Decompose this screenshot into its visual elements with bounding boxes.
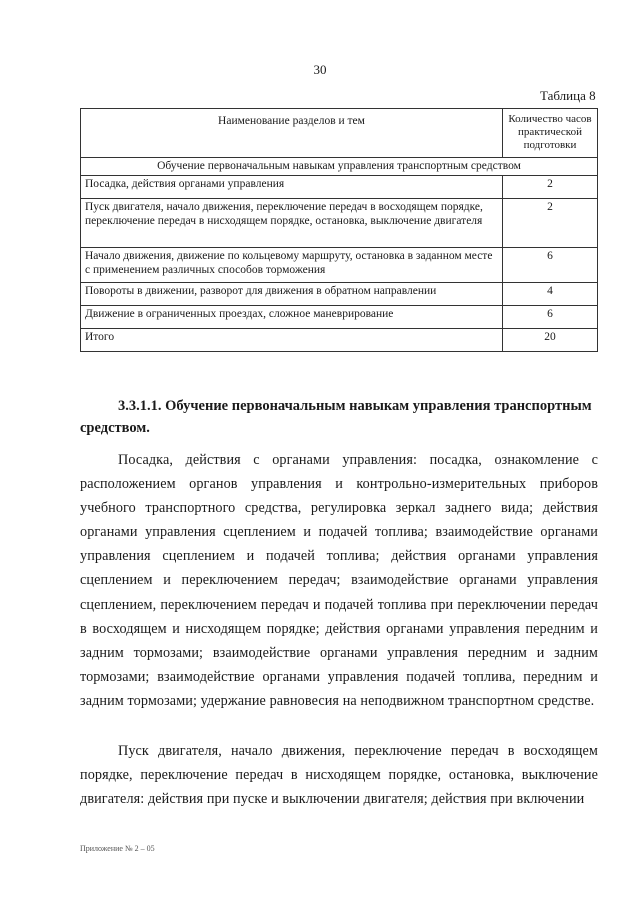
- row-hours: 20: [503, 329, 598, 352]
- body-paragraph: Пуск двигателя, начало движения, переключение передач в восходящем порядке, переключение передач в нисходящем порядке, остановка, выключение двигателя: действия при пуске и выключении двигателя; действия при включении: [80, 743, 598, 808]
- section-heading: 3.3.1.1. Обучение первоначальным навыкам управления транспортным средством.: [80, 398, 592, 436]
- row-hours: 2: [503, 199, 598, 248]
- header-hours: Количество часов практической подготовки: [503, 109, 598, 158]
- table-header-row: [81, 109, 598, 158]
- table-row: [81, 283, 598, 306]
- row-topic: Пуск двигателя, начало движения, переключение передач в восходящем порядке, переключение передач в нисходящем порядке, остановка, выключение двигателя: [81, 199, 503, 248]
- header-topic: Наименование разделов и тем: [81, 109, 503, 158]
- table-row: [81, 306, 598, 329]
- row-topic: Начало движения, движение по кольцевому маршруту, остановка в заданном месте с применением различных способов торможения: [81, 248, 503, 283]
- body-paragraph: Посадка, действия с органами управления: посадка, ознакомление с расположением органов управления и контрольно-измерительных приборов учебного транспортного средства, регулировка зеркал заднего вида; действия органами управления сцеплением и подачей топлива; взаимодействие органами управления сцеплением и подачей топлива; действия органами управления сцеплением и переключением передач; взаимодействие органами управления сцеплением, переключением передач и подачей топлива при переключении передач в восходящем и нисходящем порядке; действия органами управления передним и задним тормозами; взаимодействие органами управления передним и задним тормозами; взаимодействие органами управления подачей топлива, передним и задним тормозами; удержание равновесия на неподвижном транспортном средстве.: [80, 452, 598, 709]
- row-topic: Повороты в движении, разворот для движения в обратном направлении: [81, 283, 503, 306]
- row-hours: 4: [503, 283, 598, 306]
- row-topic: Движение в ограниченных проездах, сложное маневрирование: [81, 306, 503, 329]
- page-number: 30: [313, 62, 327, 77]
- row-topic: Посадка, действия органами управления: [81, 176, 503, 199]
- table-row: [81, 199, 598, 248]
- table-caption: Таблица 8: [540, 88, 596, 103]
- section-title: Обучение первоначальным навыкам управления транспортным средством: [81, 157, 598, 176]
- table-total-row: [81, 329, 598, 352]
- curriculum-table: [80, 108, 598, 352]
- table-row: [81, 248, 598, 283]
- row-hours: 6: [503, 248, 598, 283]
- table-row: [81, 176, 598, 199]
- row-hours: 2: [503, 176, 598, 199]
- page-footer: Приложение № 2 – 05: [80, 844, 155, 853]
- row-topic: Итого: [81, 329, 503, 352]
- row-hours: 6: [503, 306, 598, 329]
- section-row: [81, 157, 598, 176]
